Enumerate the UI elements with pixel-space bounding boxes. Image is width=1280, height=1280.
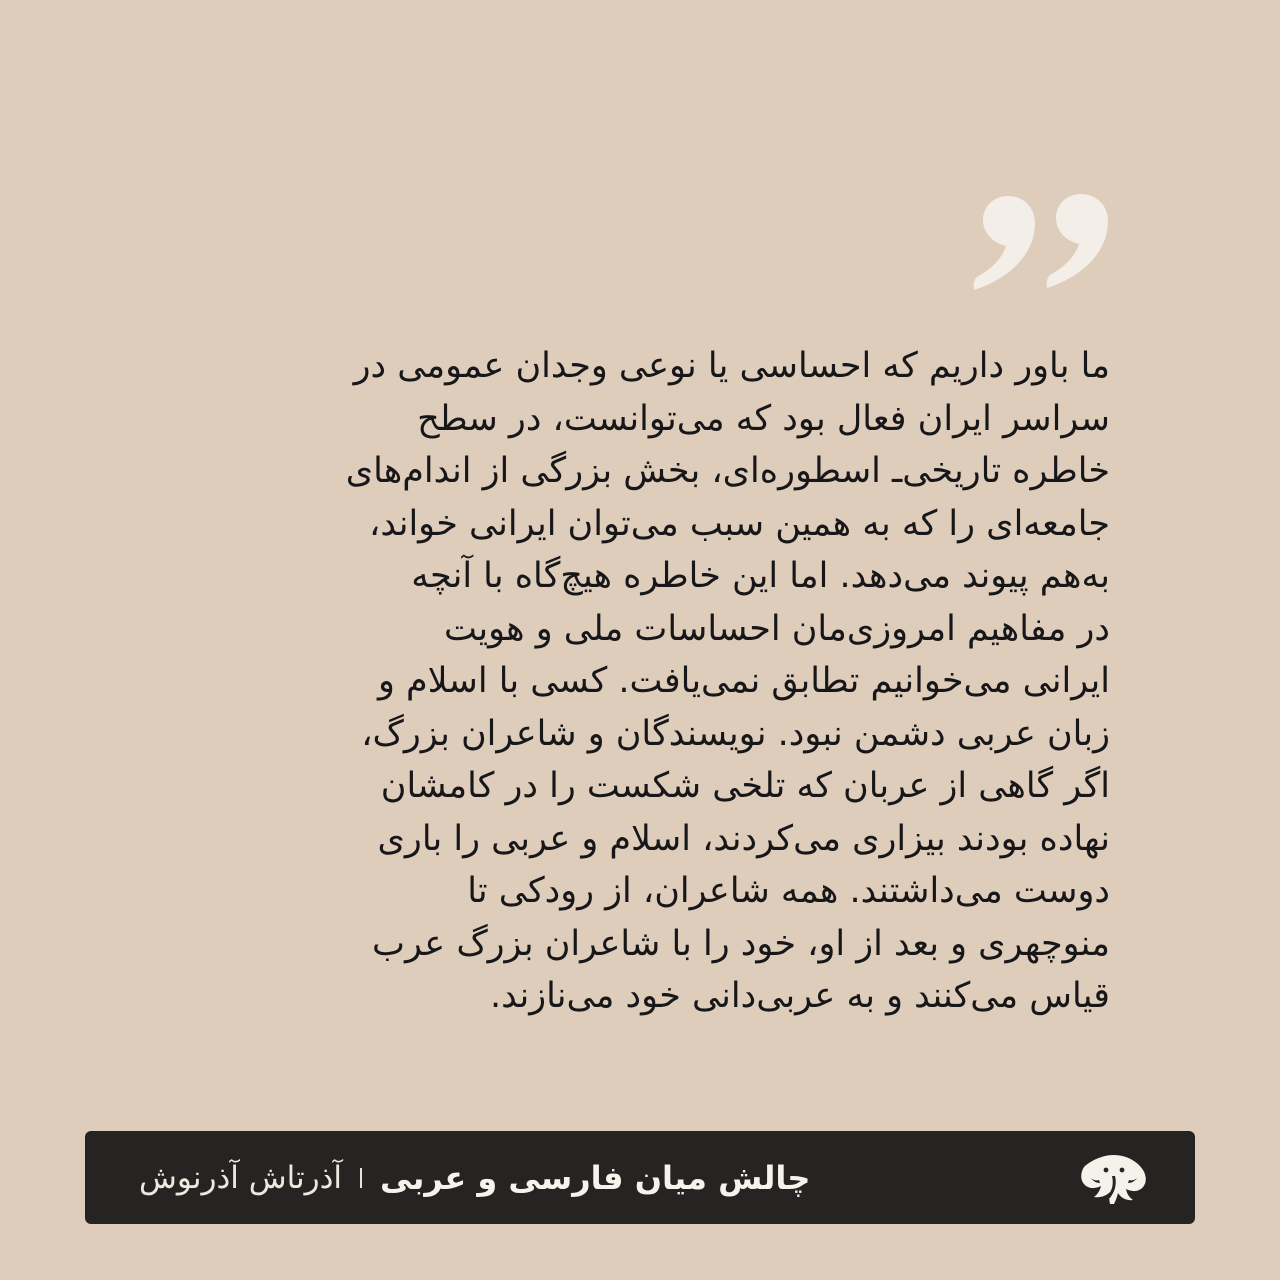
quote-line: به‌هم پیوند می‌دهد. اما این خاطره هیچ‌گاه با آنچه [411, 556, 1110, 596]
quote-line: خاطره تاریخی‌ـ اسطوره‌ای، بخش بزرگی از اندام‌های [345, 451, 1110, 491]
author-name: آذرتاش آذرنوش [139, 1159, 343, 1196]
quote-line: دوست می‌داشتند. همه شاعران، از رودکی تا [467, 871, 1110, 911]
closing-quote-icon [960, 180, 1120, 300]
quote-line: منوچهری و بعد از او، خود را با شاعران بزرگ عرب [372, 923, 1110, 964]
quote-line: سراسر ایران فعال بود که می‌توانست، در سطح [417, 398, 1110, 439]
quote-line: در مفاهیم امروزی‌مان احساسات ملی و هویت [443, 608, 1110, 649]
book-title: چالش میان فارسی و عربی [380, 1158, 811, 1197]
quote-line: اگر گاهی از عربان که تلخی شکست را در کامشان [380, 766, 1110, 806]
quote-text [160, 340, 1110, 1023]
book-credit [139, 1131, 810, 1224]
quote-line: ایرانی می‌خوانیم تطابق نمی‌یافت. کسی با اسلام و [377, 661, 1110, 701]
quote-line: زبان عربی دشمن نبود. نویسندگان و شاعران بزرگ، [361, 713, 1110, 754]
divider [360, 1168, 362, 1188]
quote-line: جامعه‌ای را که به همین سبب می‌توان ایرانی خواند، [369, 503, 1110, 544]
elephant-logo-icon [1081, 1149, 1147, 1205]
quote-line: ما باور داریم که احساسی یا نوعی وجدان عمومی در [353, 346, 1110, 386]
quote-line: قیاس می‌کنند و به عربی‌دانی خود می‌نازند. [489, 976, 1110, 1016]
footer-bar [85, 1131, 1195, 1224]
quote-line: نهاده بودند بیزاری می‌کردند، اسلام و عربی را باری [377, 818, 1110, 859]
